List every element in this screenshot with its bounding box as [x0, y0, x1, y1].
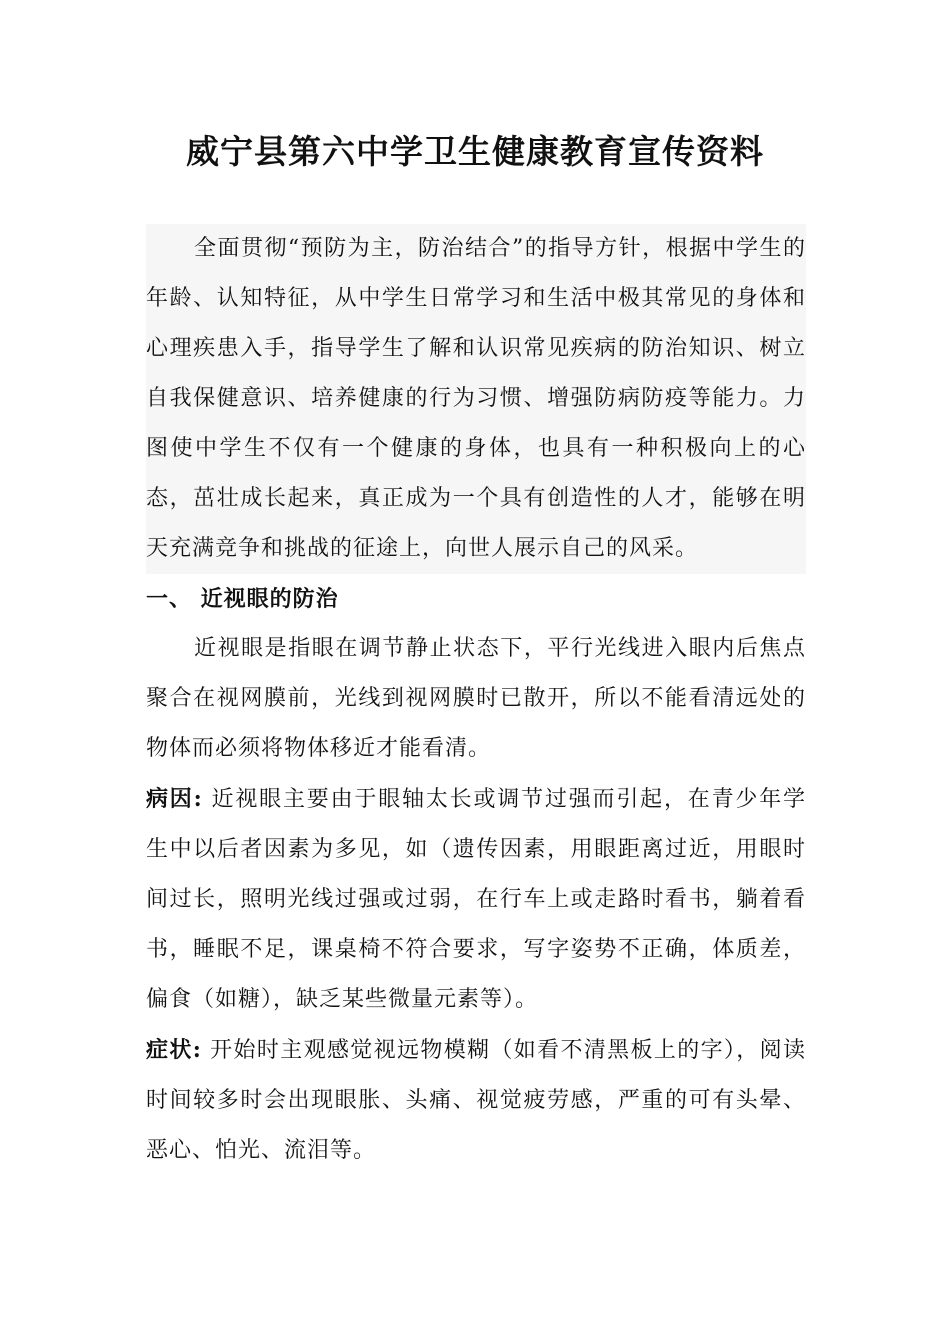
symptom-paragraph [146, 1025, 806, 1176]
cause-label: 病因: [146, 786, 203, 812]
cause-text: 近视眼主要由于眼轴太长或调节过强而引起，在青少年学生中以后者因素为多见，如（遗传因素，用眼距离过近，用眼时间过长，照明光线过强或过弱，在行车上或走路时看书，躺着看书，睡眠不足，课桌椅不符合要求，写字姿势不正确，体质差，偏食（如糖），缺乏某些微量元素等）。 [146, 787, 806, 1012]
document-title: 威宁县第六中学卫生健康教育宣传资料 [186, 132, 764, 171]
symptom-label: 症状: [146, 1037, 202, 1063]
myopia-definition-paragraph: 近视眼是指眼在调节静止状态下，平行光线进入眼内后焦点聚合在视网膜前，光线到视网膜时已散开，所以不能看清远处的物体而必须将物体移近才能看清。 [146, 636, 806, 761]
intro-paragraph: 全面贯彻“预防为主，防治结合”的指导方针，根据中学生的年龄、认知特征，从中学生日常学习和生活中极其常见的身体和心理疾患入手，指导学生了解和认识常见疾病的防治知识、树立自我保健意识、培养健康的行为习惯、增强防病防疫等能力。力图使中学生不仅有一个健康的身体，也具有一种积极向上的心态，茁壮成长起来，真正成为一个具有创造性的人才，能够在明天充满竞争和挑战的征途上，向世人展示自己的风采。 [146, 224, 806, 574]
cause-paragraph [146, 774, 806, 1025]
document-body [146, 224, 806, 1176]
section-heading-myopia: 一、 近视眼的防治 [146, 586, 339, 612]
symptom-text: 开始时主观感觉视远物模糊（如看不清黑板上的字），阅读时间较多时会出现眼胀、头痛、视觉疲劳感，严重的可有头晕、恶心、怕光、流泪等。 [146, 1038, 806, 1163]
